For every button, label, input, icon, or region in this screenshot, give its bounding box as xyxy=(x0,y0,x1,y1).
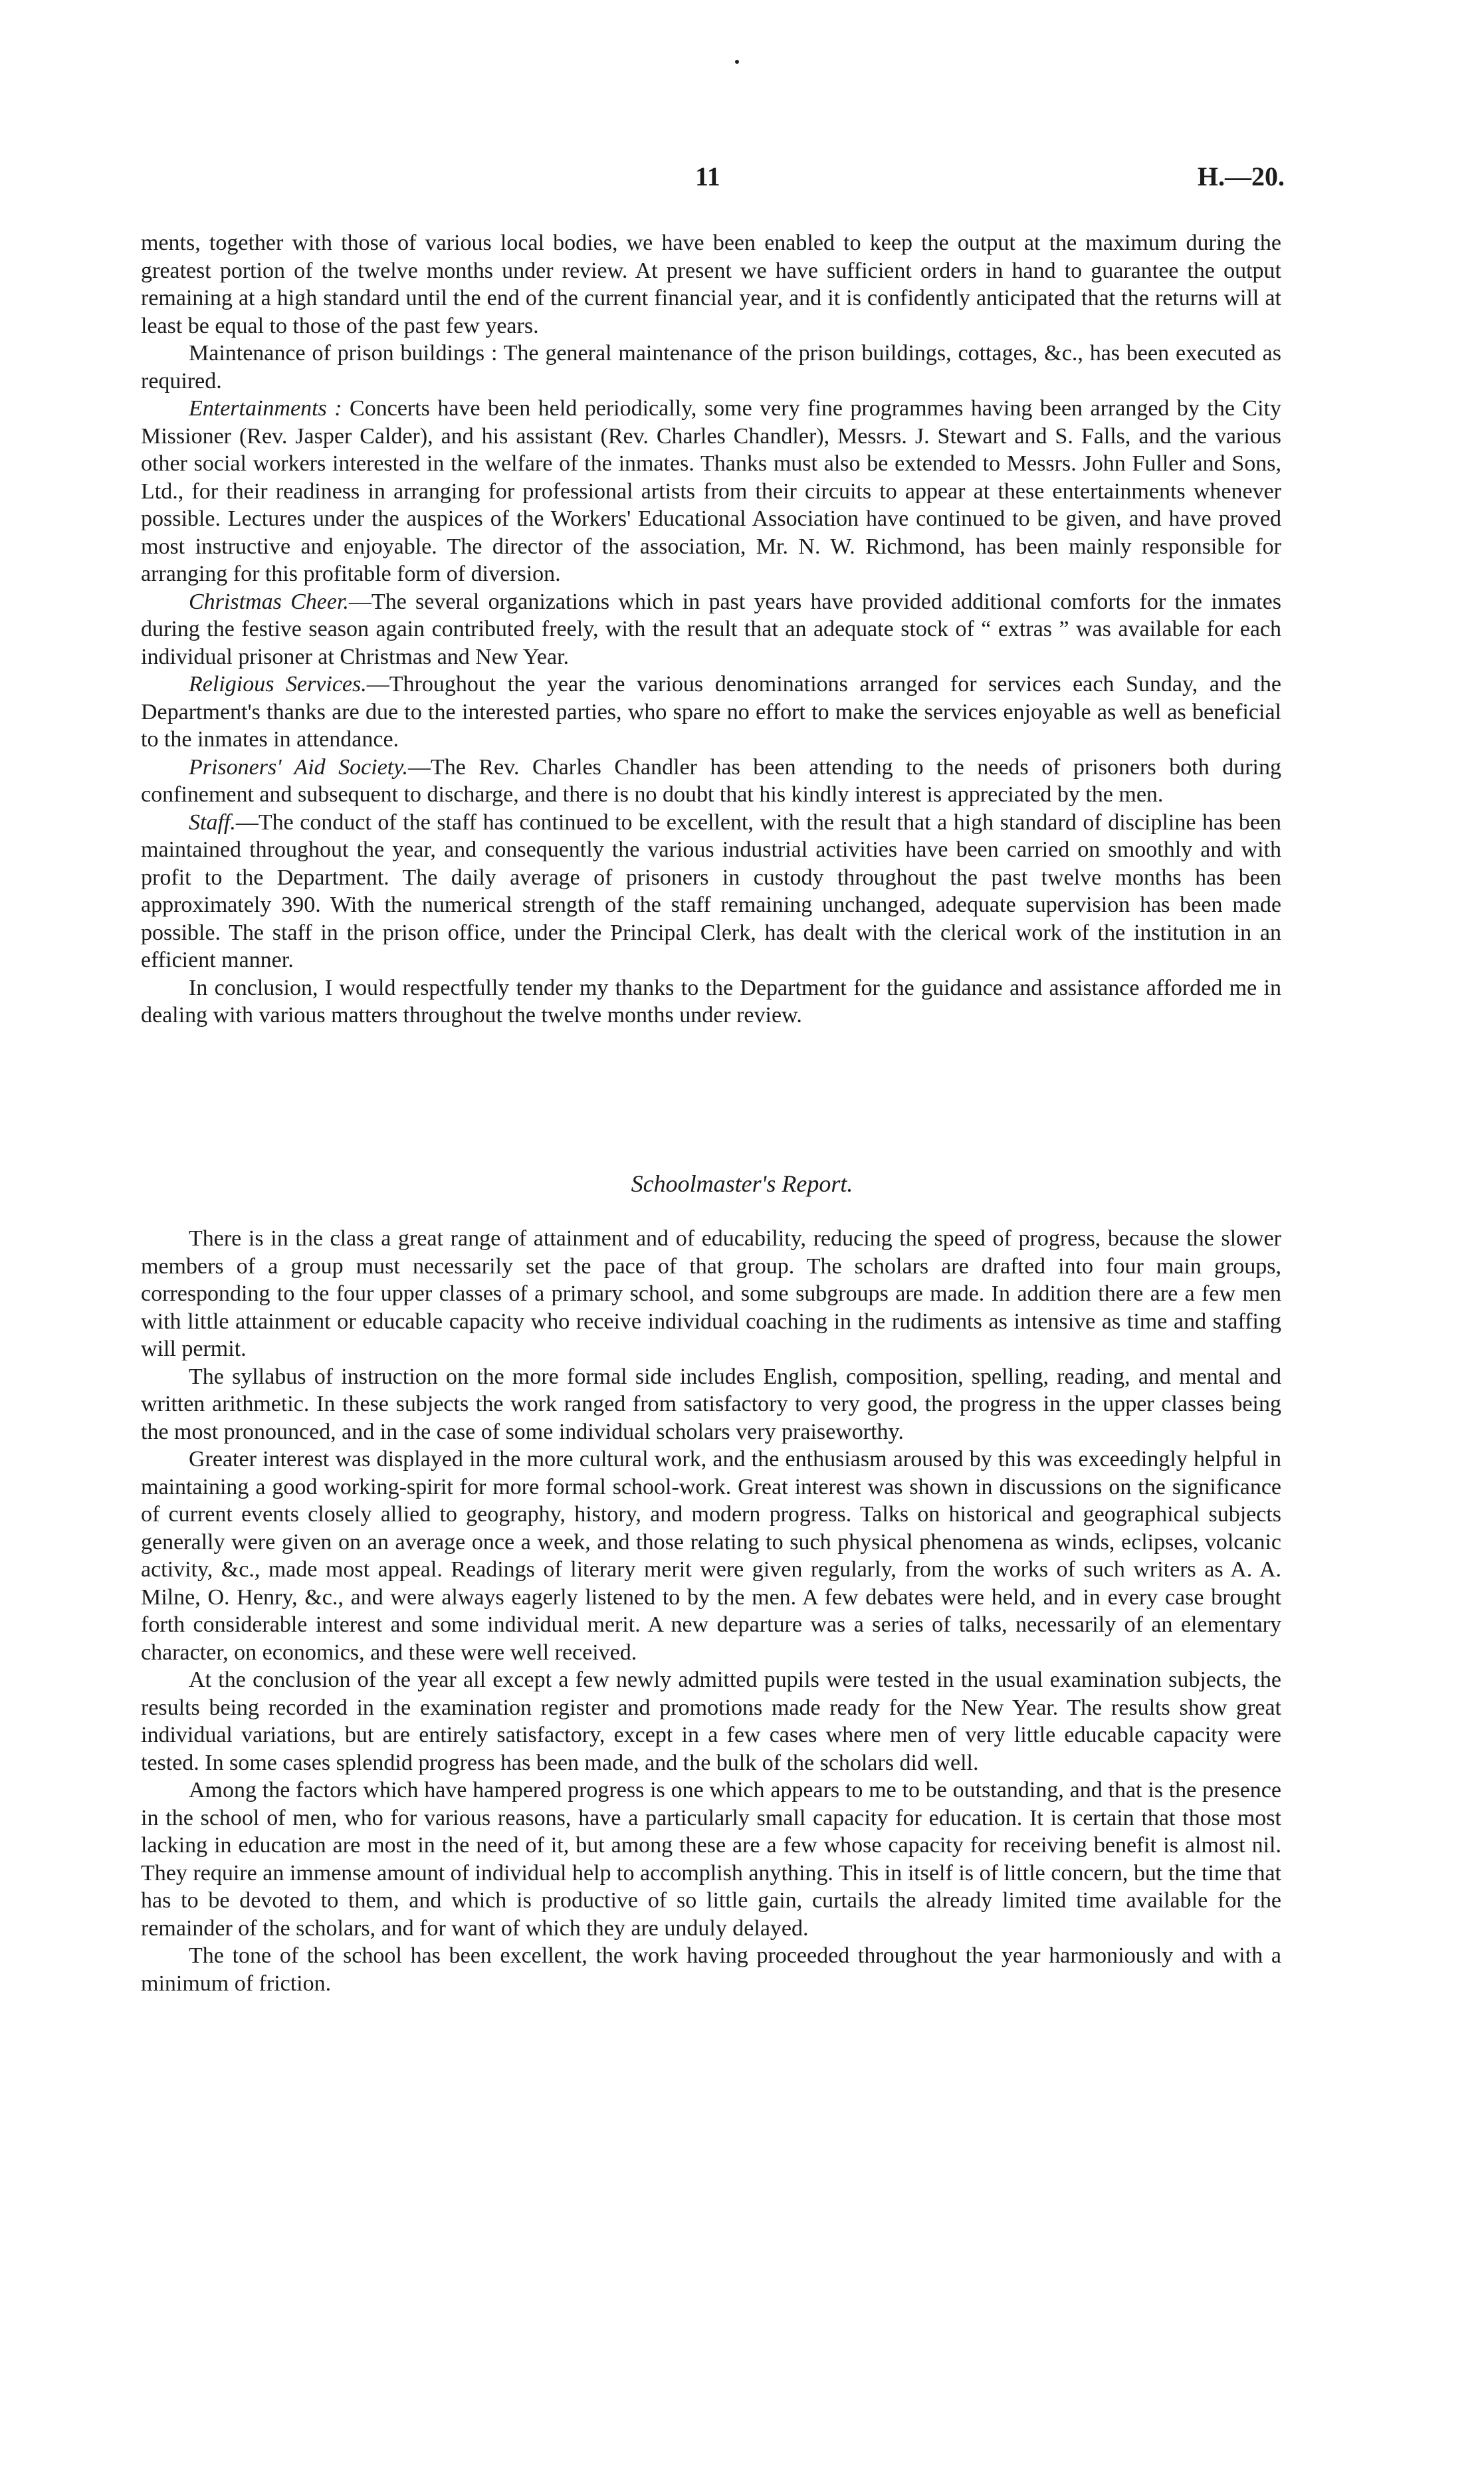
paragraph-hampering-factors: Among the factors which have hampered progress is one which appears to me to be outstanding, and that is the presence in the school of men, who for various reasons, have a particularly small capacity for education. It is certain that those most lacking in education are most in the need of it, but among these are a few whose capacity for receiving benefit is almost nil. They require an immense amount of individual help to accomplish anything. This in itself is of little concern, but the time that has to be devoted to them, and which is productive of so little gain, curtails the already limited time available for the remainder of the scholars, and for want of which they are unduly delayed. xyxy=(141,1778,1281,1941)
staff-heading: Staff. xyxy=(189,810,236,835)
staff-text: —The conduct of the staff has continued to be excellent, with the result that a high standard of discipline has been maintained throughout the year, and consequently the various industrial activities have been carried on smoothly and with profit to the Department. The daily average of prisoners in custody throughout the past twelve months has been approximately 390. With the numerical strength of the staff remaining unchanged, adequate supervision has been made possible. The staff in the prison office, under the Principal Clerk, has dealt with the clerical work of the institution in an efficient manner. xyxy=(141,810,1281,972)
paragraph-maintenance: Maintenance of prison buildings : The general maintenance of the prison buildings, cottages, &c., has been executed as required. xyxy=(141,341,1281,393)
prison-report-section xyxy=(141,229,1281,1029)
religious-services-heading: Religious Services. xyxy=(189,672,367,697)
christmas-cheer-heading: Christmas Cheer. xyxy=(189,589,349,614)
schoolmaster-report-title: Schoolmaster's Report. xyxy=(631,1170,853,1197)
prisoners-aid-heading: Prisoners' Aid Society. xyxy=(189,754,408,780)
paragraph-entertainments xyxy=(141,395,1281,588)
paragraph-conclusion: In conclusion, I would respectfully tender my thanks to the Department for the guidance and assistance afforded me in dealing with various matters throughout the twelve months under review. xyxy=(141,975,1281,1028)
prisoners-aid-text: —The Rev. Charles Chandler has been attending to the needs of prisoners both during confinement and subsequent to discharge, and there is no doubt that his kindly interest is appreciated by the men. xyxy=(141,754,1281,807)
paragraph-christmas-cheer xyxy=(141,588,1281,671)
paragraph-religious-services xyxy=(141,671,1281,754)
religious-services-text: —Throughout the year the various denominations arranged for services each Sunday, and the Department's thanks are due to the interested parties, who spare no effort to make the services enjoyable as well as beneficial to the inmates in attendance. xyxy=(141,672,1282,752)
paragraph-attainment: There is in the class a great range of attainment and of educability, reducing the speed of progress, because the slower members of a group must necessarily set the pace of that group. The scholars are drafted into four main groups, corresponding to the four upper classes of a primary school, and some subgroups are made. In addition there are a few men with little attainment or educable capacity who receive individual coaching in the rudiments as intensive as time and staffing will permit. xyxy=(141,1226,1281,1361)
paragraph-examinations: At the conclusion of the year all except a few newly admitted pupils were tested in the usual examination subjects, the results being recorded in the examination register and promotions made ready for the New Year. The results show great individual variations, but are entirely satisfactory, except in a few cases where men of very little educable capacity were tested. In some cases splendid progress has been made, and the bulk of the scholars did well. xyxy=(141,1668,1281,1775)
paragraph-cultural-work: Greater interest was displayed in the more cultural work, and the enthusiasm aroused by this was exceedingly helpful in maintaining a good working-spirit for more formal school-work. Great interest was shown in discussions on the significance of current events closely allied to geography, history, and modern progress. Talks on historical and geographical subjects generally were given on an average once a week, and those relating to such physical phenomena as winds, eclipses, volcanic activity, &c., made most appeal. Readings of literary merit were given regularly, from the works of such writers as A. A. Milne, O. Henry, &c., and were always eagerly listened to by the men. A few debates were held, and in every case brought forth considerable interest and some individual merit. A new departure was a series of talks, necessarily of an elementary character, on economics, and these were well received. xyxy=(141,1447,1281,1665)
paragraph-syllabus: The syllabus of instruction on the more formal side includes English, composition, spelling, reading, and mental and written arithmetic. In these subjects the work ranged from satisfactory to very good, the progress in the upper classes being the most pronounced, and in the case of some individual scholars very praiseworthy. xyxy=(141,1364,1281,1444)
page-mark-dot xyxy=(735,60,739,64)
schoolmaster-report-section xyxy=(141,1225,1281,1997)
entertainments-heading: Entertainments : xyxy=(189,396,342,421)
document-reference: H.—20. xyxy=(1197,162,1285,191)
paragraph-prisoners-aid xyxy=(141,754,1281,809)
christmas-cheer-text: —The several organizations which in past years have provided additional comforts for the inmates during the festive season again contributed freely, with the result that an adequate stock of “ extras ” was available for each individual prisoner at Christmas and New Year. xyxy=(141,589,1282,669)
paragraph-output: ments, together with those of various local bodies, we have been enabled to keep the output at the maximum during the greatest portion of the twelve months under review. At present we have sufficient orders in hand to guarantee the output remaining at a high standard until the end of the current financial year, and it is confidently anticipated that the returns will at least be equal to those of the past few years. xyxy=(141,231,1281,338)
entertainments-text: Concerts have been held periodically, some very fine programmes having been arranged by the City Missioner (Rev. Jasper Calder), and his assistant (Rev. Charles Chandler), Messrs. J. Stewart and S. Falls, and the various other social workers interested in the welfare of the inmates. Thanks must also be extended to Messrs. John Fuller and Sons, Ltd., for their readiness in arranging for professional artists from their circuits to appear at these entertainments whenever possible. Lectures under the auspices of the Workers' Educational Association have continued to be given, and have proved most instructive and enjoyable. The director of the association, Mr. N. W. Richmond, has been mainly responsible for arranging for this profitable form of diversion. xyxy=(141,396,1281,586)
page-number: 11 xyxy=(695,162,720,191)
paragraph-school-tone: The tone of the school has been excellent, the work having proceeded throughout the year harmoniously and with a minimum of friction. xyxy=(141,1943,1281,1996)
paragraph-staff xyxy=(141,809,1281,974)
